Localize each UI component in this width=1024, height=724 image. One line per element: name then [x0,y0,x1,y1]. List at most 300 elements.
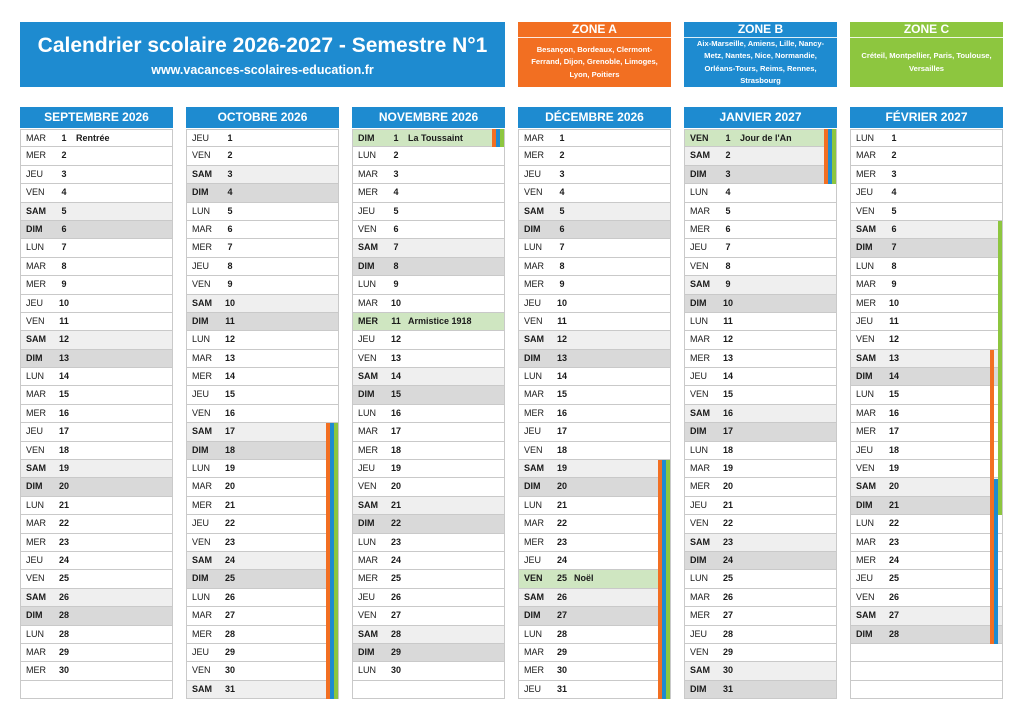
day-number: 14 [556,371,567,382]
day-row [850,166,1003,184]
day-row [684,589,837,607]
zone-a-label: ZONE A [518,22,671,38]
day-number: 26 [224,591,235,602]
day-number: 26 [888,591,899,602]
weekday-label: DIM [358,646,375,657]
day-row [684,478,837,496]
day-row [20,368,173,386]
day-row [186,515,339,533]
day-number: 20 [224,481,235,492]
day-row [684,442,837,460]
weekday-label: DIM [26,352,43,363]
day-row [186,203,339,221]
weekday-label: SAM [192,426,212,437]
weekday-label: MER [690,352,710,363]
day-number: 27 [556,610,567,621]
weekday-label: MER [524,536,544,547]
day-number: 17 [722,426,733,437]
day-row [352,497,505,515]
weekday-label: VEN [856,334,875,345]
day-number: 5 [393,205,399,216]
day-number: 28 [888,628,899,639]
day-number: 17 [58,426,69,437]
day-number: 15 [224,389,235,400]
weekday-label: DIM [26,481,43,492]
day-row [186,460,339,478]
day-row [20,552,173,570]
day-number: 22 [58,518,69,529]
month-days [850,129,1003,699]
weekday-label: JEU [192,518,210,529]
day-number: 12 [390,334,401,345]
day-number: 4 [393,187,399,198]
day-row [518,386,671,404]
weekday-label: SAM [192,168,212,179]
day-row [518,423,671,441]
weekday-label: MER [26,536,46,547]
day-row [850,589,1003,607]
day-number: 30 [224,665,235,676]
day-row [684,515,837,533]
day-row [684,203,837,221]
weekday-label: SAM [690,665,710,676]
day-row [352,221,505,239]
day-row [352,552,505,570]
day-row [186,626,339,644]
weekday-label: MAR [524,518,544,529]
day-row [684,607,837,625]
weekday-label: DIM [690,426,707,437]
day-number: 19 [722,463,733,474]
weekday-label: DIM [192,444,209,455]
day-row [518,276,671,294]
day-number: 2 [227,150,233,161]
day-number: 5 [891,205,897,216]
weekday-label: SAM [524,591,544,602]
weekday-label: LUN [358,407,377,418]
weekday-label: VEN [358,610,377,621]
day-row [518,534,671,552]
day-number: 22 [390,518,401,529]
day-number: 23 [556,536,567,547]
day-row [850,147,1003,165]
vacation-bar-zone-c [334,423,338,699]
vacation-bar-zone-c [500,129,504,147]
day-row [518,497,671,515]
day-number: 27 [224,610,235,621]
day-number: 28 [556,628,567,639]
day-number: 29 [556,646,567,657]
weekday-label: MAR [358,426,378,437]
day-row [518,350,671,368]
day-row [518,626,671,644]
day-row [352,423,505,441]
weekday-label: JEU [690,242,708,253]
weekday-label: MAR [26,646,46,657]
day-row [352,442,505,460]
weekday-label: MER [856,554,876,565]
day-row [684,331,837,349]
day-number: 25 [722,573,733,584]
day-row [850,460,1003,478]
zone-b-cities: Aix-Marseille, Amiens, Lille, Nancy-Metz, Nantes, Nice, Normandie, Orléans-Tours, Reims, Rennes, Strasbourg [696,38,825,85]
weekday-label: DIM [690,683,707,694]
holiday-label: Jour de l'An [740,133,792,143]
day-row [518,681,671,699]
day-row [186,570,339,588]
day-number: 24 [722,554,733,565]
day-number: 18 [224,444,235,455]
day-number: 10 [390,297,401,308]
weekday-label: DIM [856,242,873,253]
day-number: 29 [722,646,733,657]
day-number: 13 [390,352,401,363]
day-row [186,644,339,662]
weekday-label: SAM [192,554,212,565]
weekday-label: MER [358,187,378,198]
day-number: 6 [725,223,731,234]
day-row [352,203,505,221]
day-row [684,184,837,202]
weekday-label: MAR [856,407,876,418]
day-number: 21 [556,499,567,510]
weekday-label: VEN [358,223,377,234]
day-row [684,276,837,294]
day-row [20,405,173,423]
weekday-label: MAR [358,168,378,179]
weekday-label: SAM [856,223,876,234]
weekday-label: JEU [358,205,376,216]
day-number: 23 [58,536,69,547]
day-row [518,147,671,165]
day-row [850,552,1003,570]
day-number: 20 [556,481,567,492]
month-column [850,107,1003,699]
day-row [684,662,837,680]
weekday-label: LUN [856,260,875,271]
day-number: 5 [61,205,67,216]
weekday-label: DIM [856,628,873,639]
day-row [850,515,1003,533]
day-row [850,184,1003,202]
day-number: 13 [224,352,235,363]
zone-b-box [684,22,837,87]
day-number: 16 [390,407,401,418]
weekday-label: SAM [690,536,710,547]
day-row [352,626,505,644]
weekday-label: MAR [26,389,46,400]
weekday-label: SAM [690,279,710,290]
weekday-label: SAM [26,334,46,345]
weekday-label: SAM [26,205,46,216]
day-row [20,515,173,533]
weekday-label: VEN [690,133,709,143]
month-header: FÉVRIER 2027 [850,107,1003,128]
day-row [20,644,173,662]
weekday-label: VEN [690,646,709,657]
day-row [850,626,1003,644]
day-number: 11 [225,315,235,326]
day-row [518,129,671,147]
weekday-label: MER [856,168,876,179]
day-row [186,368,339,386]
weekday-label: VEN [690,389,709,400]
weekday-label: JEU [690,499,708,510]
day-row [518,478,671,496]
weekday-label: SAM [358,371,378,382]
month-column [352,107,505,699]
day-number: 4 [891,187,897,198]
weekday-label: SAM [690,150,710,161]
day-row [850,368,1003,386]
weekday-label: JEU [26,168,44,179]
weekday-label: VEN [690,260,709,271]
day-row [352,276,505,294]
day-number: 13 [888,352,899,363]
weekday-label: MER [26,407,46,418]
day-number: 24 [224,554,235,565]
day-number: 3 [61,168,67,179]
day-number: 21 [722,499,733,510]
day-number: 20 [58,481,69,492]
day-row [186,405,339,423]
day-row [684,423,837,441]
weekday-label: LUN [524,499,543,510]
day-number: 16 [888,407,899,418]
weekday-label: DIM [26,223,43,234]
day-row [20,350,173,368]
day-number: 23 [390,536,401,547]
weekday-label: MAR [26,133,46,143]
weekday-label: JEU [358,463,376,474]
day-number: 20 [722,481,733,492]
month-days [352,129,505,699]
weekday-label: MAR [856,279,876,290]
weekday-label: MER [856,297,876,308]
day-row [20,626,173,644]
day-number: 4 [227,187,233,198]
day-row [850,386,1003,404]
day-row [850,276,1003,294]
day-number: 30 [722,665,733,676]
weekday-label: MER [192,242,212,253]
day-number: 15 [722,389,733,400]
month-days [20,129,173,699]
day-row [20,295,173,313]
day-number: 11 [723,315,733,326]
day-number: 24 [58,554,69,565]
weekday-label: VEN [26,187,45,198]
day-row [850,258,1003,276]
day-row [850,607,1003,625]
weekday-label: SAM [192,683,212,694]
weekday-label: LUN [192,463,211,474]
day-number: 8 [725,260,731,271]
weekday-label: JEU [524,554,542,565]
day-number: 12 [722,334,733,345]
vacation-bar-zone-c [832,129,836,184]
day-number: 6 [61,223,67,234]
weekday-label: DIM [192,315,209,326]
day-row [352,478,505,496]
day-number: 18 [58,444,69,455]
day-number: 1 [559,133,565,143]
weekday-label: VEN [856,205,875,216]
day-number: 1 [227,133,233,143]
day-number: 3 [725,168,731,179]
day-row [20,166,173,184]
weekday-label: VEN [26,444,45,455]
day-row [352,405,505,423]
weekday-label: JEU [26,426,44,437]
weekday-label: MAR [690,205,710,216]
weekday-label: MAR [26,518,46,529]
day-row [20,497,173,515]
day-row [518,368,671,386]
day-number: 26 [556,591,567,602]
day-number: 6 [227,223,233,234]
empty-row [850,681,1003,699]
weekday-label: LUN [358,150,377,161]
zone-b-cities-box [684,38,837,87]
weekday-label: DIM [690,168,707,179]
weekday-label: LUN [358,279,377,290]
day-number: 10 [888,297,899,308]
empty-row [850,644,1003,662]
holiday-label: La Toussaint [408,133,463,143]
zone-c-box [850,22,1003,87]
month-days [518,129,671,699]
month-column [186,107,339,699]
day-number: 21 [390,499,401,510]
day-row [518,442,671,460]
day-number: 28 [722,628,733,639]
day-number: 25 [224,573,235,584]
day-row [20,442,173,460]
weekday-label: LUN [358,665,377,676]
day-number: 22 [224,518,235,529]
day-row [518,405,671,423]
day-row [352,258,505,276]
day-number: 3 [393,168,399,179]
empty-row [20,681,173,699]
weekday-label: VEN [856,463,875,474]
day-row [20,184,173,202]
day-number: 7 [61,242,67,253]
weekday-label: MER [690,223,710,234]
weekday-label: VEN [192,665,211,676]
weekday-label: MER [26,665,46,676]
day-number: 4 [725,187,731,198]
weekday-label: LUN [856,133,875,143]
day-number: 27 [888,610,899,621]
day-number: 1 [725,133,731,143]
day-number: 19 [390,463,401,474]
weekday-label: MAR [192,352,212,363]
weekday-label: SAM [358,242,378,253]
day-row [684,405,837,423]
weekday-label: JEU [856,573,874,584]
day-row [850,405,1003,423]
day-row [186,295,339,313]
day-row [518,552,671,570]
zone-c-cities: Créteil, Montpellier, Paris, Toulouse, Versailles [861,51,992,73]
day-number: 4 [61,187,67,198]
weekday-label: LUN [358,536,377,547]
day-number: 9 [393,279,399,290]
weekday-label: LUN [26,371,45,382]
day-number: 10 [224,297,235,308]
day-row [186,331,339,349]
day-number: 19 [224,463,235,474]
day-row [186,552,339,570]
day-number: 7 [725,242,731,253]
weekday-label: MAR [524,646,544,657]
day-row [518,184,671,202]
day-number: 29 [390,646,401,657]
day-row [352,570,505,588]
day-number: 11 [59,315,69,326]
day-row [518,295,671,313]
weekday-label: LUN [26,242,45,253]
day-row [352,313,505,331]
day-number: 15 [58,389,69,400]
day-number: 3 [227,168,233,179]
day-number: 30 [390,665,401,676]
day-number: 9 [891,279,897,290]
day-row [20,276,173,294]
weekday-label: DIM [358,518,375,529]
day-row [186,147,339,165]
day-number: 1 [891,133,897,143]
day-row [20,589,173,607]
day-number: 25 [888,573,899,584]
day-row [186,350,339,368]
day-row [684,350,837,368]
day-row [186,662,339,680]
day-number: 17 [224,426,235,437]
weekday-label: LUN [26,628,45,639]
month-header: DÉCEMBRE 2026 [518,107,671,128]
weekday-label: DIM [690,554,707,565]
weekday-label: LUN [524,371,543,382]
day-row [684,147,837,165]
weekday-label: JEU [524,168,542,179]
day-row [684,129,837,147]
weekday-label: VEN [690,518,709,529]
weekday-label: MER [524,279,544,290]
day-number: 26 [722,591,733,602]
day-row [20,331,173,349]
day-row [186,607,339,625]
weekday-label: DIM [524,610,541,621]
day-number: 7 [559,242,565,253]
weekday-label: LUN [524,242,543,253]
day-row [352,607,505,625]
day-number: 23 [722,536,733,547]
day-row [352,295,505,313]
day-number: 21 [224,499,235,510]
vacation-bar-zone-c [666,460,670,699]
day-number: 2 [891,150,897,161]
weekday-label: MAR [690,463,710,474]
day-row [186,534,339,552]
day-number: 16 [58,407,69,418]
holiday-label: Armistice 1918 [408,315,472,326]
month-header: JANVIER 2027 [684,107,837,128]
weekday-label: VEN [856,591,875,602]
weekday-label: LUN [690,315,709,326]
